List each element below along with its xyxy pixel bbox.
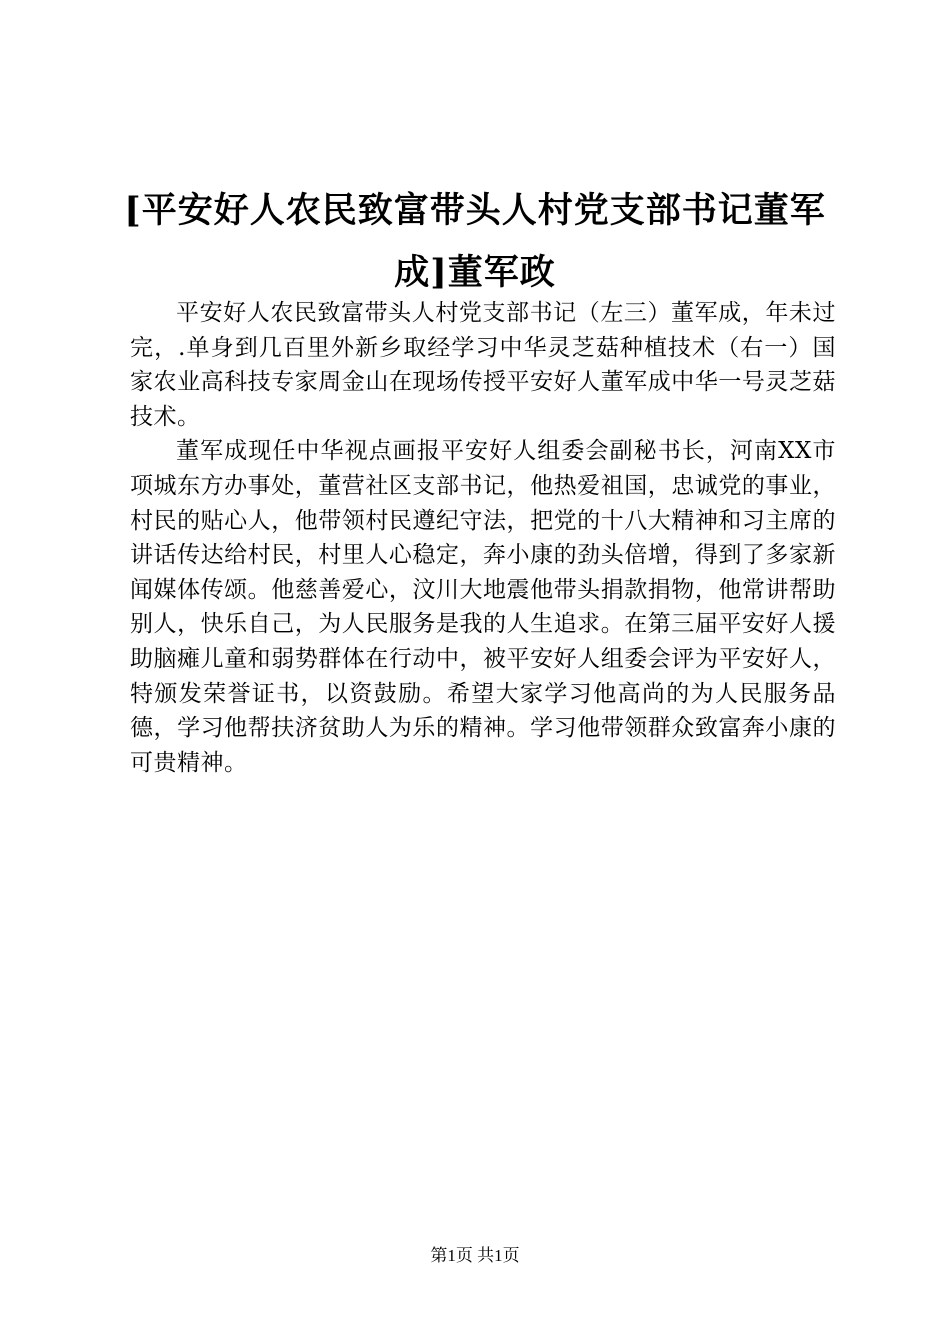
document-title: [平安好人农民致富带头人村党支部书记董军成]董军政 [124, 190, 826, 293]
page-footer: 第1页 共1页 [430, 1246, 520, 1265]
document-body [130, 296, 836, 780]
paragraph-2: 董军成现任中华视点画报平安好人组委会副秘书长，河南XX市项城东方办事处，董营社区支部书记，他热爱祖国，忠诚党的事业，村民的贴心人，他带领村民遵纪守法，把党的十八大精神和习主席的讲话传达给村民，村里人心稳定，奔小康的劲头倍增，得到了多家新闻媒体传颂。他慈善爱心，汶川大地震他带头捐款捐物，他常讲帮助别人，快乐自己，为人民服务是我的人生追求。在第三届平安好人援助脑瘫儿童和弱势群体在行动中，被平安好人组委会评为平安好人，特颁发荣誉证书，以资鼓励。希望大家学习他高尚的为人民服务品德，学习他帮扶济贫助人为乐的精神。学习他带领群众致富奔小康的可贵精神。 [130, 438, 836, 776]
paragraph-1: 平安好人农民致富带头人村党支部书记（左三）董军成，年未过完，.单身到几百里外新乡取经学习中华灵芝菇种植技术（右一）国家农业高科技专家周金山在现场传授平安好人董军成中华一号灵芝菇技术。 [130, 300, 836, 430]
